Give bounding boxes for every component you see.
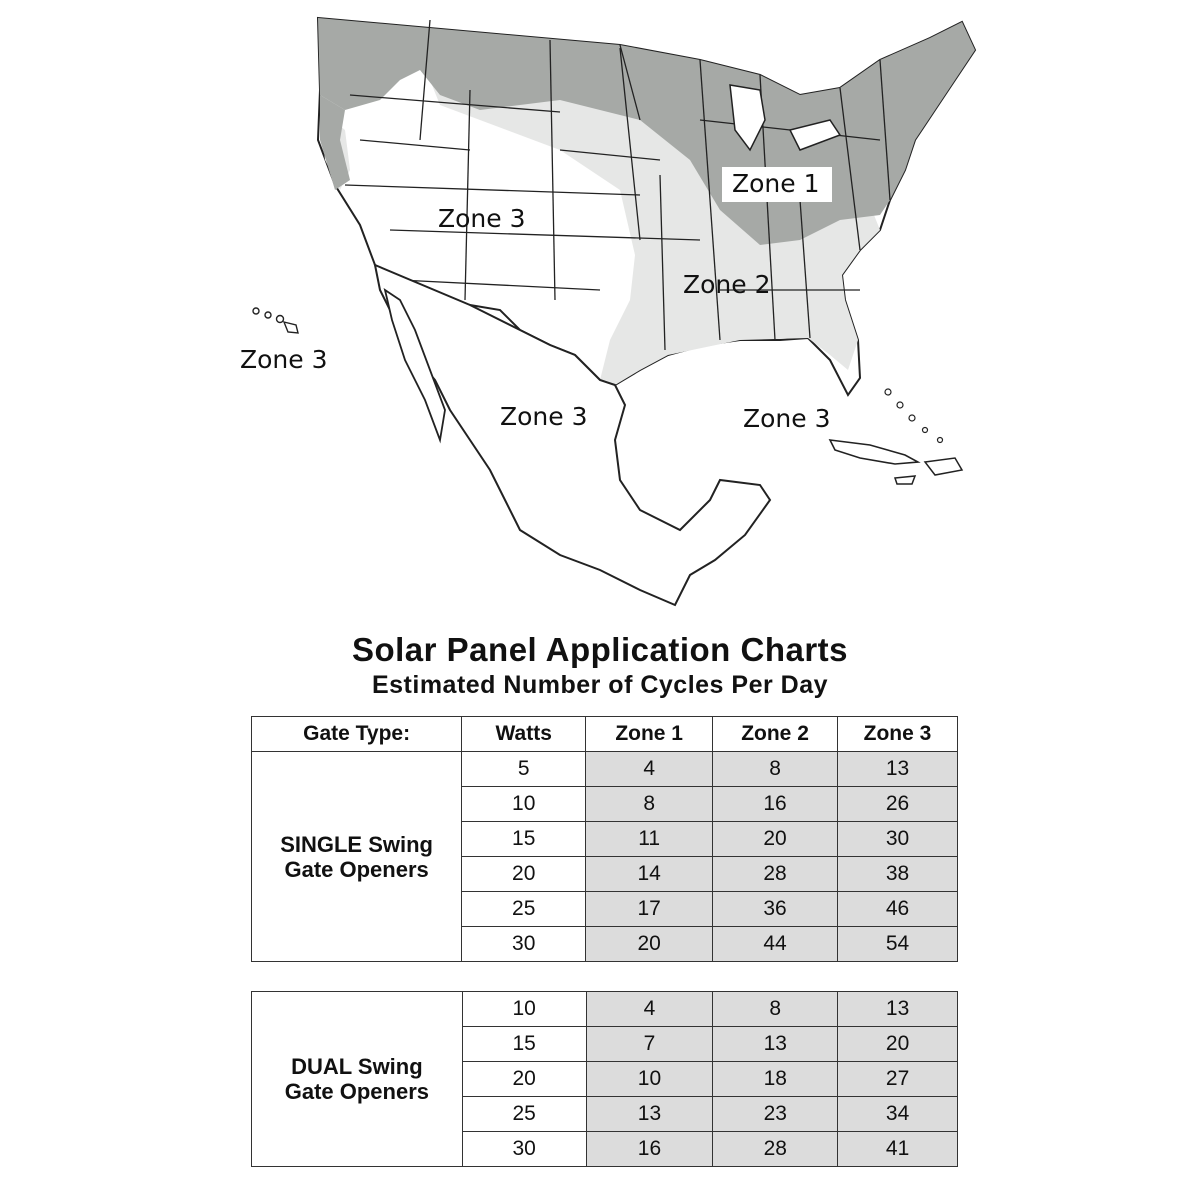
watts-cell: 15 <box>462 822 586 857</box>
zone1-cell: 4 <box>586 752 713 787</box>
zone3-cell: 30 <box>838 822 958 857</box>
watts-cell: 20 <box>462 857 586 892</box>
watts-cell: 25 <box>462 1097 586 1132</box>
gate-type-line2: Gate Openers <box>284 1079 430 1104</box>
zone2-cell: 36 <box>713 892 838 927</box>
zone2-cell: 16 <box>713 787 838 822</box>
watts-cell: 15 <box>462 1027 586 1062</box>
zone2-cell: 8 <box>713 992 838 1027</box>
zone1-cell: 20 <box>586 927 713 962</box>
single-swing-table <box>251 716 958 962</box>
zone2-cell: 28 <box>713 857 838 892</box>
gate-type-line1: SINGLE Swing <box>280 831 433 857</box>
zone3-cell: 46 <box>838 892 958 927</box>
zone2-cell: 44 <box>713 927 838 962</box>
header-zone1: Zone 1 <box>586 717 713 752</box>
watts-cell: 30 <box>462 1132 586 1167</box>
cuba <box>830 440 918 464</box>
zone1-cell: 4 <box>586 992 713 1027</box>
zone3-mexico-label: Zone 3 <box>500 402 588 431</box>
gate-type-line1: DUAL Swing <box>291 1054 423 1079</box>
zone2-cell: 8 <box>713 752 838 787</box>
watts-cell: 5 <box>462 752 586 787</box>
watts-cell: 20 <box>462 1062 586 1097</box>
watts-cell: 10 <box>462 992 586 1027</box>
single-gate-type-label <box>252 752 462 962</box>
zone3-caribbean-label: Zone 3 <box>743 404 831 433</box>
zone2-cell: 28 <box>713 1132 838 1167</box>
zone2-cell: 20 <box>713 822 838 857</box>
zone1-cell: 10 <box>586 1062 713 1097</box>
zone1-cell: 13 <box>586 1097 713 1132</box>
zone1-cell: 11 <box>586 822 713 857</box>
header-zone3: Zone 3 <box>838 717 958 752</box>
page-subtitle: Estimated Number of Cycles Per Day <box>371 671 829 699</box>
zone2-cell: 23 <box>713 1097 838 1132</box>
dual-swing-table <box>251 991 958 1167</box>
zone1-cell: 8 <box>586 787 713 822</box>
bahamas <box>885 389 943 443</box>
gate-type-line2: Gate Openers <box>284 856 429 882</box>
hispaniola <box>925 458 962 475</box>
zone3-cell: 27 <box>838 1062 958 1097</box>
jamaica <box>895 476 915 484</box>
zone3-cell: 13 <box>838 752 958 787</box>
table-row <box>252 992 958 1027</box>
zone1-label: Zone 1 <box>732 169 820 198</box>
table-header-row <box>252 717 958 752</box>
hawaii <box>253 308 298 333</box>
zone3-cell: 26 <box>838 787 958 822</box>
zone2-cell: 18 <box>713 1062 838 1097</box>
watts-cell: 25 <box>462 892 586 927</box>
zone3-cell: 34 <box>838 1097 958 1132</box>
zone2-cell: 13 <box>713 1027 838 1062</box>
watts-cell: 10 <box>462 787 586 822</box>
zone3-cell: 38 <box>838 857 958 892</box>
zone3-cell: 13 <box>838 992 958 1027</box>
page-title: Solar Panel Application Charts <box>351 631 849 668</box>
zone3-cell: 54 <box>838 927 958 962</box>
zone3-cell: 41 <box>838 1132 958 1167</box>
zone3-hawaii-label: Zone 3 <box>240 345 328 374</box>
table-row <box>252 752 958 787</box>
zone1-cell: 7 <box>586 1027 713 1062</box>
header-watts: Watts <box>462 717 586 752</box>
header-gate-type: Gate Type: <box>252 717 462 752</box>
watts-cell: 30 <box>462 927 586 962</box>
zone3-west-label: Zone 3 <box>438 204 526 233</box>
zone1-cell: 14 <box>586 857 713 892</box>
zone3-cell: 20 <box>838 1027 958 1062</box>
zone1-cell: 16 <box>586 1132 713 1167</box>
zone2-label: Zone 2 <box>683 270 771 299</box>
chart-titles <box>0 630 1200 700</box>
dual-gate-type-label <box>252 992 463 1167</box>
zone1-cell: 17 <box>586 892 713 927</box>
header-zone2: Zone 2 <box>713 717 838 752</box>
